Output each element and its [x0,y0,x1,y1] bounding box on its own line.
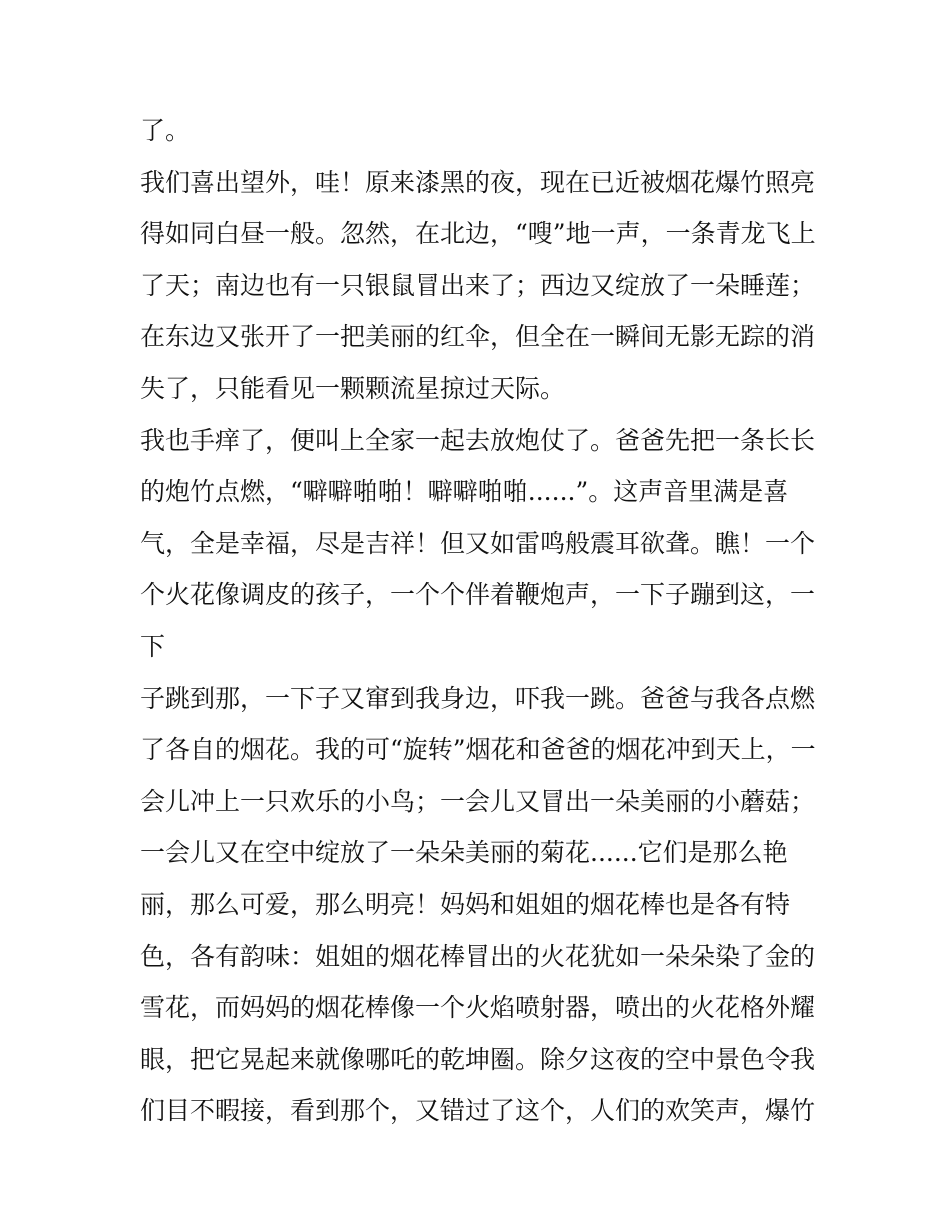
text-line: 眼，把它晃起来就像哪吒的乾坤圈。除夕这夜的空中景色令我 [140,1044,816,1074]
text-line: 我也手痒了，便叫上全家一起去放炮仗了。爸爸先把一条长长 [140,425,816,455]
text-line: 在东边又张开了一把美丽的红伞，但全在一瞬间无影无踪的消 [140,322,816,352]
text-line: 了各自的烟花。我的可“旋转”烟花和爸爸的烟花冲到天上，一 [140,735,816,765]
text-line: 色，各有韵味：姐姐的烟花棒冒出的火花犹如一朵朵染了金的 [140,941,816,971]
text-line: 雪花，而妈妈的烟花棒像一个火焰喷射器，喷出的火花格外耀 [140,993,816,1023]
document-page [140,105,840,1137]
text-line: 们目不暇接，看到那个，又错过了这个，人们的欢笑声，爆竹 [140,1096,816,1126]
text-line: 子跳到那，一下子又窜到我身边，吓我一跳。爸爸与我各点燃 [140,683,816,713]
text-line: 了。 [140,116,191,145]
text-line: 了天；南边也有一只银鼠冒出来了；西边又绽放了一朵睡莲； [140,270,816,300]
text-line: 得如同白昼一般。忽然，在北边，“嗖”地一声，一条青龙飞上 [140,219,816,249]
text-line: 的炮竹点燃，“噼噼啪啪！噼噼啪啪......”。这声音里满是喜 [140,477,789,507]
text-line: 丽，那么可爱，那么明亮！妈妈和姐姐的烟花棒也是各有特 [140,889,791,919]
text-line: 我们喜出望外，哇！原来漆黑的夜，现在已近被烟花爆竹照亮 [140,167,816,197]
text-line: 一会儿又在空中绽放了一朵朵美丽的菊花......它们是那么艳 [140,838,788,868]
text-line: 会儿冲上一只欢乐的小鸟；一会儿又冒出一朵美丽的小蘑菇； [140,786,816,816]
text-line: 个火花像调皮的孩子，一个个伴着鞭炮声，一下子蹦到这，一 [140,580,816,610]
text-line: 下 [140,631,166,661]
text-line: 气，全是幸福，尽是吉祥！但又如雷鸣般震耳欲聋。瞧！一个 [140,528,816,558]
text-line: 失了，只能看见一颗颗流星掠过天际。 [140,373,566,403]
